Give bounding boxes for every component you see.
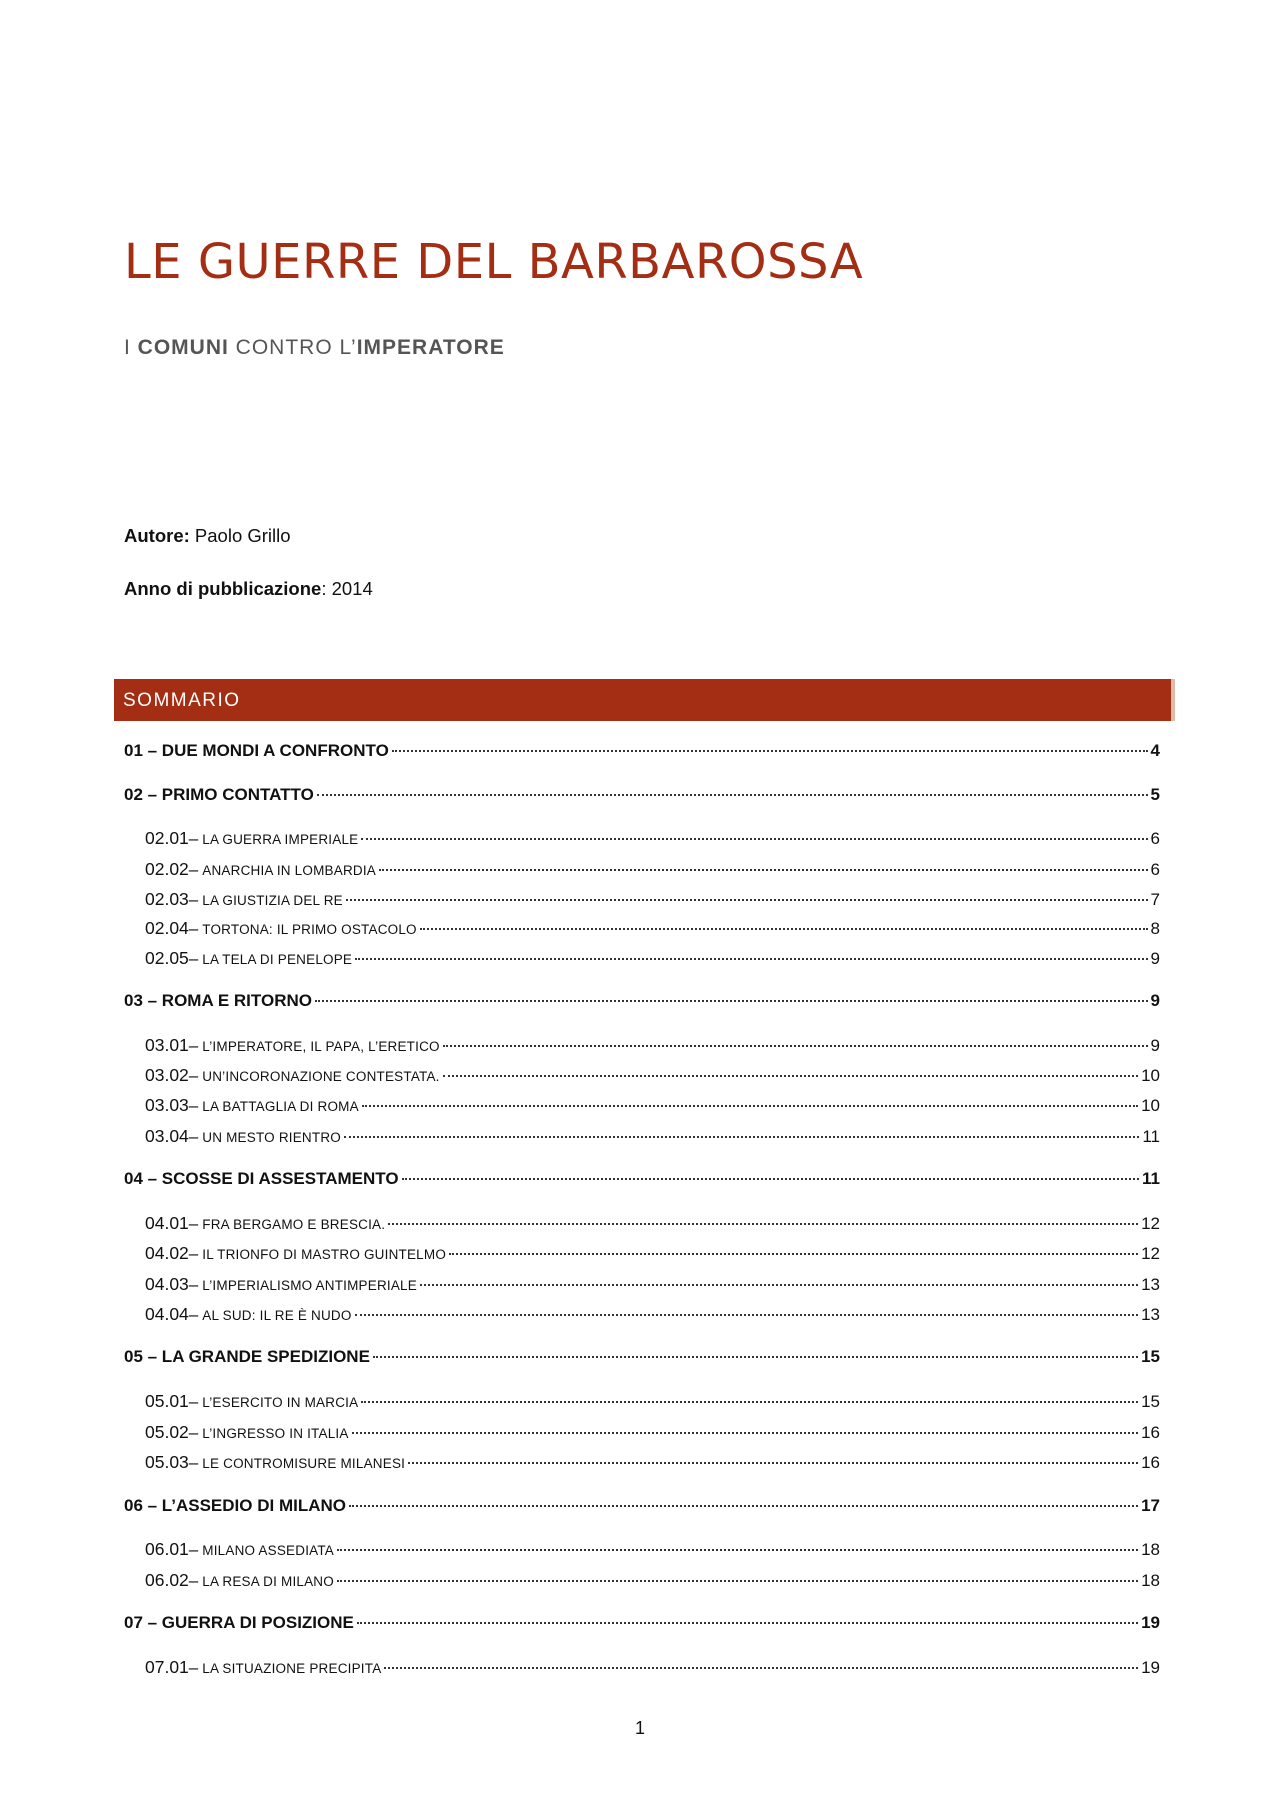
toc-entry-title: LA GUERRA IMPERIALE	[202, 832, 359, 847]
toc-entry-page: 9	[1150, 991, 1160, 1010]
toc-dot-leader	[388, 1223, 1138, 1225]
toc-entry-page: 12	[1141, 1244, 1160, 1263]
toc-entry-title: UN’INCORONAZIONE CONTESTATA.	[202, 1069, 440, 1084]
toc-entry-dash: –	[188, 1275, 199, 1294]
toc-entry-dash: –	[188, 919, 199, 938]
toc-entry-title: IL TRIONFO DI MASTRO GUINTELMO	[202, 1247, 447, 1262]
toc-chapter-entry[interactable]	[124, 1347, 1160, 1369]
toc-dot-leader	[337, 1580, 1138, 1582]
toc-entry-title: 01 – DUE MONDI A CONFRONTO	[124, 741, 389, 760]
toc-section-entry[interactable]	[145, 1274, 1160, 1296]
toc-entry-title: LA GIUSTIZIA DEL RE	[202, 893, 343, 908]
toc-dot-leader	[357, 1622, 1138, 1624]
toc-entry-title: MILANO ASSEDIATA	[202, 1543, 334, 1558]
toc-entry-page: 9	[1150, 949, 1160, 968]
publication-year-value: : 2014	[321, 578, 373, 599]
subtitle-part-1: I	[124, 336, 138, 359]
toc-entry-number: 03.03	[145, 1095, 189, 1115]
subtitle-bold-2: IMPERATORE	[356, 336, 505, 359]
toc-entry-page: 13	[1141, 1275, 1160, 1294]
toc-section-entry[interactable]	[145, 918, 1160, 940]
toc-entry-page: 6	[1150, 829, 1160, 848]
toc-entry-page: 11	[1142, 1169, 1160, 1188]
toc-dot-leader	[373, 1356, 1138, 1358]
toc-section-entry[interactable]	[145, 1452, 1160, 1474]
toc-entry-title: AL SUD: IL RE È NUDO	[202, 1308, 352, 1323]
toc-dot-leader	[362, 1105, 1138, 1107]
toc-entry-number: 03.01	[145, 1035, 189, 1055]
toc-dot-leader	[420, 1284, 1138, 1286]
toc-entry-number: 02.05	[145, 948, 189, 968]
toc-entry-dash: –	[188, 1096, 199, 1115]
toc-entry-title: LA SITUAZIONE PRECIPITA	[202, 1661, 382, 1676]
toc-dot-leader	[317, 794, 1148, 796]
toc-section-entry[interactable]	[145, 1539, 1160, 1561]
toc-entry-dash: –	[188, 1453, 199, 1472]
toc-entry-title: 02 – PRIMO CONTATTO	[124, 785, 314, 804]
toc-dot-leader	[379, 869, 1148, 871]
toc-dot-leader	[349, 1505, 1138, 1507]
toc-section-entry[interactable]	[145, 1391, 1160, 1413]
toc-entry-number: 05.01	[145, 1391, 189, 1411]
publication-year-line	[124, 578, 373, 600]
toc-section-entry[interactable]	[145, 1126, 1160, 1148]
toc-section-entry[interactable]	[145, 1095, 1160, 1117]
toc-entry-title: TORTONA: IL PRIMO OSTACOLO	[202, 922, 417, 937]
publication-year-label: Anno di pubblicazione	[124, 578, 322, 599]
toc-section-entry[interactable]	[145, 1035, 1160, 1057]
toc-entry-page: 9	[1150, 1036, 1160, 1055]
toc-entry-page: 8	[1150, 919, 1160, 938]
author-value: Paolo Grillo	[189, 525, 291, 546]
toc-entry-page: 4	[1150, 741, 1160, 760]
toc-section-entry[interactable]	[145, 1304, 1160, 1326]
toc-heading-bar	[114, 679, 1175, 721]
toc-entry-title: LA RESA DI MILANO	[202, 1574, 334, 1589]
toc-entry-number: 07.01	[145, 1657, 189, 1677]
toc-entry-title: UN MESTO RIENTRO	[202, 1130, 341, 1145]
toc-chapter-entry[interactable]	[124, 1496, 1160, 1518]
toc-dot-leader	[408, 1462, 1138, 1464]
toc-entry-title: LA TELA DI PENELOPE	[202, 952, 353, 967]
toc-dot-leader	[344, 1136, 1139, 1138]
toc-entry-dash: –	[188, 860, 199, 879]
toc-dot-leader	[352, 1432, 1139, 1434]
toc-entry-page: 16	[1141, 1453, 1160, 1472]
toc-entry-dash: –	[188, 1540, 199, 1559]
toc-entry-dash: –	[188, 1066, 199, 1085]
toc-dot-leader	[443, 1075, 1138, 1077]
toc-entry-title: 07 – GUERRA DI POSIZIONE	[124, 1613, 354, 1632]
toc-entry-number: 06.01	[145, 1539, 189, 1559]
toc-entry-dash: –	[188, 1214, 199, 1233]
toc-entry-dash: –	[188, 1305, 199, 1324]
toc-entry-title: L’INGRESSO IN ITALIA	[202, 1426, 349, 1441]
toc-dot-leader	[449, 1253, 1138, 1255]
toc-entry-page: 7	[1150, 890, 1160, 909]
toc-entry-number: 05.02	[145, 1422, 189, 1442]
toc-entry-title: L’ESERCITO IN MARCIA	[202, 1395, 359, 1410]
toc-entry-title: L’IMPERATORE, IL PAPA, L’ERETICO	[202, 1039, 440, 1054]
toc-entry-number: 03.02	[145, 1065, 189, 1085]
toc-dot-leader	[337, 1549, 1138, 1551]
toc-section-entry[interactable]	[145, 859, 1160, 881]
toc-entry-title: LA BATTAGLIA DI ROMA	[202, 1099, 359, 1114]
toc-entry-page: 19	[1141, 1613, 1160, 1632]
author-label: Autore:	[124, 525, 190, 546]
toc-entry-number: 04.04	[145, 1304, 189, 1324]
toc-dot-leader	[392, 750, 1148, 752]
toc-entry-page: 18	[1141, 1540, 1160, 1559]
toc-entry-page: 12	[1141, 1214, 1160, 1233]
toc-entry-number: 04.01	[145, 1213, 189, 1233]
toc-dot-leader	[361, 1401, 1138, 1403]
toc-chapter-entry[interactable]	[124, 1169, 1160, 1191]
toc-entry-page: 10	[1141, 1096, 1160, 1115]
toc-section-entry[interactable]	[145, 1570, 1160, 1592]
toc-entry-page: 19	[1141, 1658, 1160, 1677]
toc-entry-title: 05 – LA GRANDE SPEDIZIONE	[124, 1347, 370, 1366]
toc-section-entry[interactable]	[145, 889, 1160, 911]
toc-entry-page: 15	[1141, 1347, 1160, 1366]
toc-dot-leader	[346, 899, 1148, 901]
toc-dot-leader	[384, 1667, 1138, 1669]
toc-entry-title: ANARCHIA IN LOMBARDIA	[202, 863, 376, 878]
toc-entry-number: 05.03	[145, 1452, 189, 1472]
toc-section-entry[interactable]	[145, 1657, 1160, 1679]
toc-entry-dash: –	[188, 1658, 199, 1677]
toc-chapter-entry[interactable]	[124, 991, 1160, 1013]
toc-entry-page: 18	[1141, 1571, 1160, 1590]
toc-entry-title: FRA BERGAMO E BRESCIA.	[202, 1217, 386, 1232]
toc-entry-dash: –	[188, 1423, 199, 1442]
toc-entry-dash: –	[188, 949, 199, 968]
toc-entry-number: 02.04	[145, 918, 189, 938]
toc-heading: SOMMARIO	[123, 690, 241, 711]
toc-dot-leader	[315, 1000, 1148, 1002]
toc-chapter-entry[interactable]	[124, 741, 1160, 763]
toc-entry-dash: –	[188, 1392, 199, 1411]
toc-chapter-entry[interactable]	[124, 785, 1160, 807]
toc-entry-dash: –	[188, 890, 199, 909]
toc-entry-dash: –	[188, 1244, 199, 1263]
toc-section-entry[interactable]	[145, 828, 1160, 850]
toc-entry-dash: –	[188, 829, 199, 848]
toc-entry-dash: –	[188, 1127, 199, 1146]
page-number: 1	[634, 1718, 645, 1738]
toc-entry-dash: –	[188, 1571, 199, 1590]
toc-entry-page: 15	[1141, 1392, 1160, 1411]
toc-entry-page: 11	[1142, 1127, 1160, 1146]
toc-entry-page: 16	[1141, 1423, 1160, 1442]
toc-section-entry[interactable]	[145, 1422, 1160, 1444]
toc-dot-leader	[420, 928, 1148, 930]
toc-chapter-entry[interactable]	[124, 1613, 1160, 1635]
toc-dot-leader	[443, 1045, 1148, 1047]
toc-entry-page: 13	[1141, 1305, 1160, 1324]
toc-entry-title: 06 – L’ASSEDIO DI MILANO	[124, 1496, 346, 1515]
author-line	[124, 525, 291, 547]
toc-section-entry[interactable]	[145, 1213, 1160, 1235]
subtitle-part-2: CONTRO L’	[228, 336, 357, 359]
toc-entry-dash: –	[188, 1036, 199, 1055]
toc-entry-number: 06.02	[145, 1570, 189, 1590]
toc-dot-leader	[361, 838, 1147, 840]
subtitle-bold-1: COMUNI	[137, 336, 229, 359]
toc-entry-page: 10	[1141, 1066, 1160, 1085]
toc-entry-page: 5	[1150, 785, 1160, 804]
toc-entry-title: LE CONTROMISURE MILANESI	[202, 1456, 406, 1471]
toc-section-entry[interactable]	[145, 1243, 1160, 1265]
toc-entry-title: 03 – ROMA E RITORNO	[124, 991, 312, 1010]
toc-entry-number: 02.01	[145, 828, 189, 848]
toc-entry-page: 17	[1141, 1496, 1160, 1515]
toc-section-entry[interactable]	[145, 948, 1160, 970]
toc-dot-leader	[402, 1178, 1139, 1180]
document-subtitle	[124, 336, 505, 360]
toc-dot-leader	[355, 958, 1147, 960]
toc-entry-number: 03.04	[145, 1126, 189, 1146]
toc-dot-leader	[355, 1314, 1139, 1316]
toc-entry-number: 02.02	[145, 859, 189, 879]
toc-entry-page: 6	[1150, 860, 1160, 879]
toc-entry-number: 04.02	[145, 1243, 189, 1263]
toc-entry-title: L’IMPERIALISMO ANTIMPERIALE	[202, 1278, 417, 1293]
toc-entry-title: 04 – SCOSSE DI ASSESTAMENTO	[124, 1169, 399, 1188]
toc-section-entry[interactable]	[145, 1065, 1160, 1087]
toc-entry-number: 02.03	[145, 889, 189, 909]
toc-entry-number: 04.03	[145, 1274, 189, 1294]
document-title: LE GUERRE DEL BARBAROSSA	[124, 234, 864, 290]
